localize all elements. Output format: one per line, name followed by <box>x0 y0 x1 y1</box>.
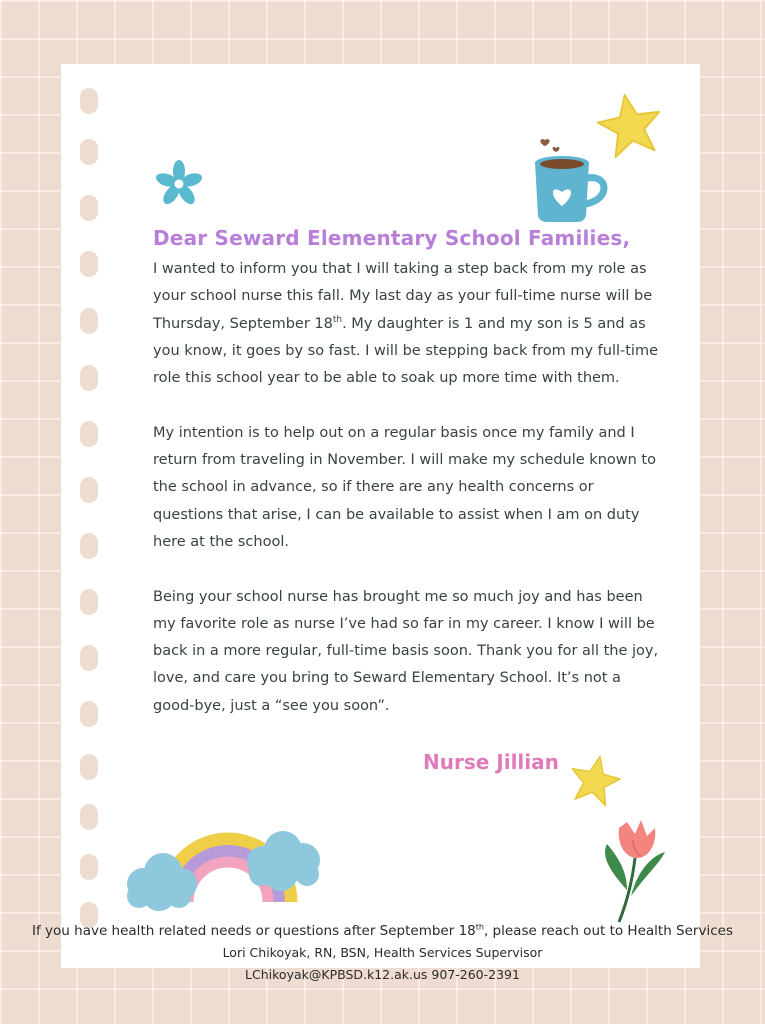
footer-note: If you have health related needs or questions after September 18th, please reach out to Health Services <box>32 922 733 939</box>
letter-paragraph: My intention is to help out on a regular basis once my family and I return from traveling in November. I will make my schedule known to the school in advance, so if there are any health concerns or questions that arise, I can be available to assist when I am on duty here at the school. <box>153 424 656 550</box>
tulip-icon <box>597 812 669 926</box>
flower-icon <box>153 158 205 210</box>
binder-hole <box>80 533 98 559</box>
footer <box>0 920 765 986</box>
binder-hole <box>80 645 98 671</box>
binder-hole <box>80 421 98 447</box>
contact-details: LChikoyak@KPBSD.k12.ak.us 907-260-2391 <box>245 967 520 982</box>
star-icon <box>569 754 621 806</box>
notebook-page <box>61 64 700 968</box>
contact-name: Lori Chikoyak, RN, BSN, Health Services Supervisor <box>222 945 543 960</box>
binder-hole <box>80 477 98 503</box>
letter-paragraph: Being your school nurse has brought me so much joy and has been my favorite role as nurse I’ve had so far in my career. I know I will be back in a more regular, full-time basis soon. Thank you for all the joy, love, and care you bring to Seward Elementary School. It’s not a good-bye, just a “see you soon”. <box>153 588 659 714</box>
coffee-mug-icon <box>529 134 611 226</box>
letter-signature: Nurse Jillian <box>423 750 559 774</box>
binder-hole <box>80 195 98 221</box>
binder-hole <box>80 139 98 165</box>
binder-hole <box>80 308 98 334</box>
binder-hole <box>80 251 98 277</box>
letter-body <box>153 256 665 747</box>
binder-hole <box>80 589 98 615</box>
binder-hole <box>80 365 98 391</box>
binder-hole <box>80 854 98 880</box>
binder-hole <box>80 804 98 830</box>
rainbow-icon <box>123 792 333 914</box>
letter-greeting: Dear Seward Elementary School Families, <box>153 226 631 250</box>
binder-hole <box>80 701 98 727</box>
binder-hole <box>80 754 98 780</box>
letter-paragraph: I wanted to inform you that I will taking a step back from my role as your school nurse this fall. My last day as your full-time nurse will be Thursday, September 18th. My daughter is 1 and my son is 5 and as you know, it goes by so fast. I will be stepping back from my full-time role this school year to be able to soak up more time with them. <box>153 261 659 387</box>
binder-hole <box>80 88 98 114</box>
